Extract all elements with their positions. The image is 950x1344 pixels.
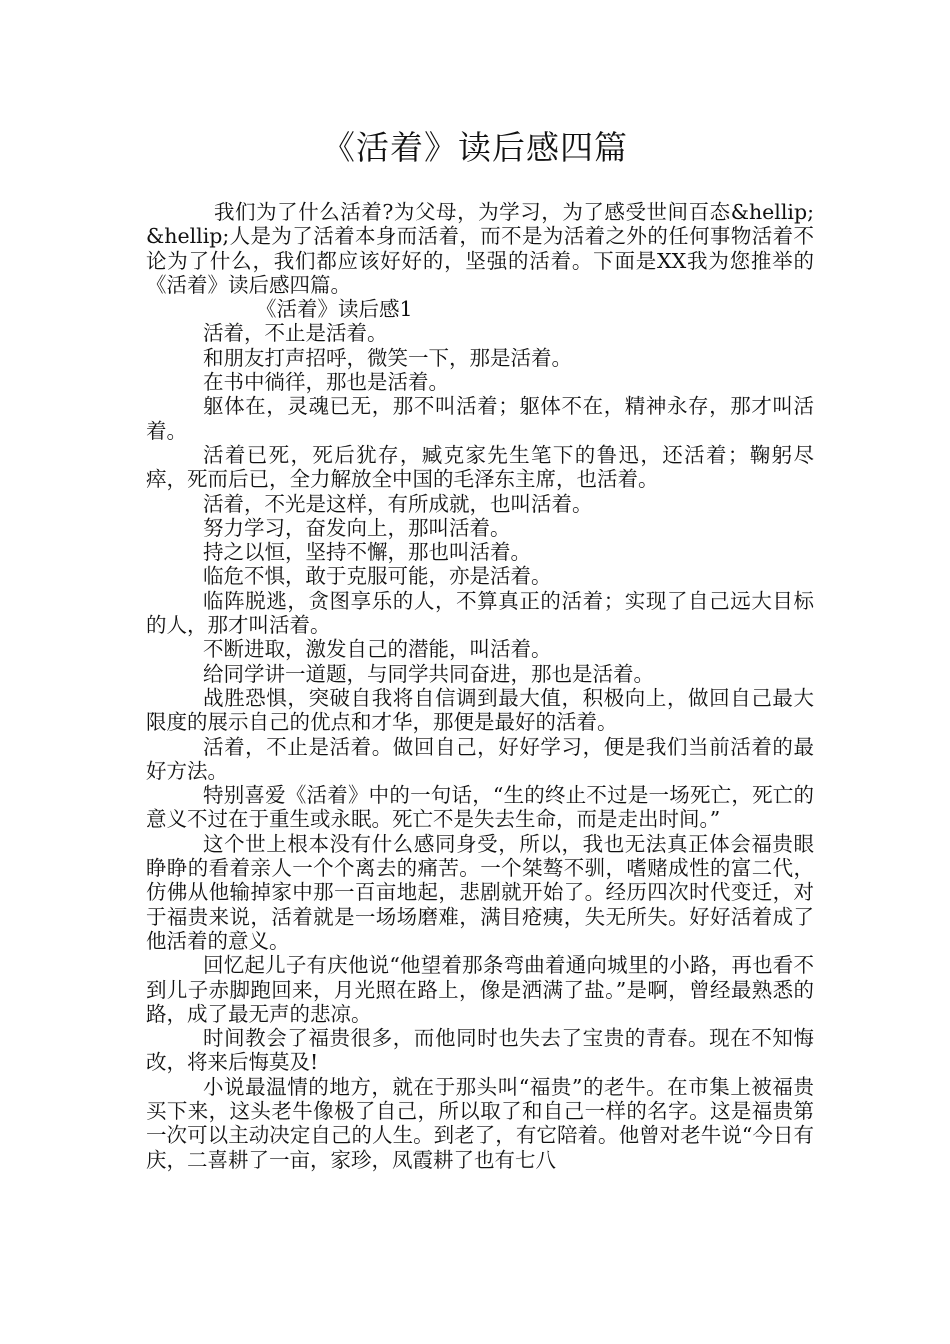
body-paragraph: 在书中徜徉，那也是活着。 (203, 370, 449, 395)
body-paragraph: 回忆起儿子有庆他说“他望着那条弯曲着通向城里的小路，再也看不到儿子赤脚跑回来，月光照在路上，像是洒满了盐。”是啊，曾经最熟悉的路，成了最无声的悲凉。 (146, 953, 814, 1026)
body-paragraph: 活着，不光是这样，有所成就，也叫活着。 (203, 491, 593, 516)
body-paragraph: 临阵脱逃，贪图享乐的人，不算真正的活着；实现了自己远大目标的人，那才叫活着。 (146, 588, 814, 638)
body-paragraph: 和朋友打声招呼，微笑一下，那是活着。 (203, 345, 572, 370)
document-title: 《活着》读后感四篇 (322, 128, 628, 167)
body-paragraph: 不断进取，激发自己的潜能，叫活着。 (203, 637, 552, 662)
body-paragraph: 临危不惧，敢于克服可能，亦是活着。 (203, 564, 552, 589)
body-paragraph: 时间教会了福贵很多，而他同时也失去了宝贵的青春。现在不知悔改，将来后悔莫及! (146, 1026, 814, 1075)
body-paragraph: 持之以恒，坚持不懈，那也叫活着。 (203, 540, 531, 565)
body-paragraph: 小说最温情的地方，就在于那头叫“福贵”的老牛。在市集上被福贵买下来，这头老牛像极了自己，所以取了和自己一样的名字。这是福贵第一次可以主动决定自己的人生。到老了，有它陪着。他曾对老牛说“今日有庆，二喜耕了一亩，家珍，凤霞耕了也有七八 (146, 1074, 814, 1172)
body-paragraph: 特别喜爱《活着》中的一句话，“生的终止不过是一场死亡，死亡的意义不过在于重生或永眠。死亡不是失去生命，而是走出时间。” (146, 783, 814, 832)
section-heading: 《活着》读后感1 (256, 297, 413, 322)
intro-paragraph: 我们为了什么活着?为父母，为学习，为了感受世间百态&hellip;&hellip;人是为了活着本身而活着，而不是为活着之外的任何事物活着不论为了什么，我们都应该好好的，坚强的活着。下面是XX我为您推举的《活着》读后感四篇。 (146, 200, 814, 297)
document-body (146, 200, 814, 1172)
body-paragraph: 活着，不止是活着。 (203, 321, 388, 346)
body-paragraph: 给同学讲一道题，与同学共同奋进，那也是活着。 (203, 661, 654, 686)
body-paragraph: 战胜恐惧，突破自我将自信调到最大值，积极向上，做回自己最大限度的展示自己的优点和才华，那便是最好的活着。 (146, 685, 814, 735)
body-paragraph: 努力学习，奋发向上，那叫活着。 (203, 515, 511, 540)
body-paragraph: 活着已死，死后犹存，臧克家先生笔下的鲁迅，还活着；鞠躬尽瘁，死而后已，全力解放全中国的毛泽东主席，也活着。 (146, 442, 814, 492)
body-paragraph: 活着，不止是活着。做回自己，好好学习，便是我们当前活着的最好方法。 (146, 734, 814, 783)
body-paragraph: 躯体在，灵魂已无，那不叫活着；躯体不在，精神永存，那才叫活着。 (146, 394, 814, 443)
body-paragraph: 这个世上根本没有什么感同身受，所以，我也无法真正体会福贵眼睁睁的看着亲人一个个离去的痛苦。一个桀骜不驯，嗜赌成性的富二代，仿佛从他输掉家中那一百亩地起，悲剧就开始了。经历四次时代变迁，对于福贵来说，活着就是一场场磨难，满目疮痍，失无所失。好好活着成了他活着的意义。 (146, 831, 814, 953)
